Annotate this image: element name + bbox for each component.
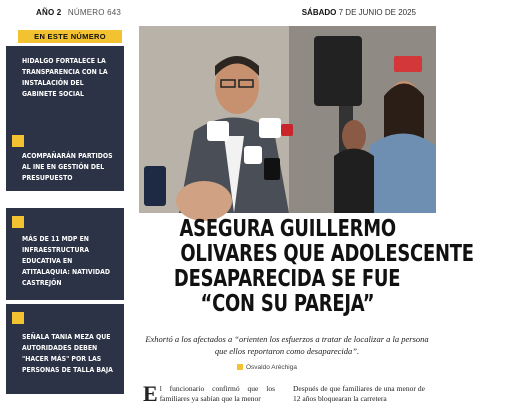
sidebar-item-3[interactable] (6, 208, 124, 300)
sidebar-item-headline[interactable]: ACOMPAÑARÁN PARTIDOS AL INE EN GESTIÓN DEL PRESUPUESTO (22, 152, 113, 182)
sidebar-item-headline[interactable]: MÁS DE 11 MDP EN INFRAESTRUCTURA EDUCATIVA EN ATITALAQUIA: NATIVIDAD CASTREJÓN (22, 235, 110, 287)
year-label: AÑO 2 (36, 8, 62, 17)
article-dek: Exhortó a los afectados a “orienten los esfuerzos a tratar de localizar a la persona que ellos reportaron como desaparecida”. (145, 334, 429, 356)
headline-line: OLIVARES QUE ADOLESCENTE (180, 241, 474, 267)
sidebar (0, 26, 130, 404)
drop-cap: E (143, 381, 158, 406)
sidebar-item-headline[interactable]: HIDALGO FORTALECE LA TRANSPARENCIA CON LA INSTALACIÓN DEL GABINETE SOCIAL (22, 57, 108, 98)
headline-line: ASEGURA GUILLERMO (179, 216, 396, 242)
sidebar-item-1[interactable] (6, 46, 124, 124)
masthead (0, 0, 436, 26)
headline-line: “CON SU PAREJA” (200, 291, 375, 317)
issue-date (302, 8, 416, 17)
lead-photo (139, 26, 436, 213)
sidebar-label: EN ESTE NÚMERO (18, 30, 122, 43)
sidebar-item-4[interactable] (6, 304, 124, 394)
author-name: Osvaldo Aréchiga (246, 364, 297, 371)
byline-marker (237, 364, 243, 370)
press-scrum-illustration (139, 26, 436, 213)
article-column-1 (143, 381, 275, 406)
article-column-2 (293, 384, 425, 404)
byline (237, 364, 297, 371)
accent-marker (12, 216, 24, 228)
sidebar-item-2[interactable] (6, 121, 124, 191)
accent-marker (12, 135, 24, 147)
sidebar-item-headline[interactable]: SEÑALA TANIA MEZA QUE AUTORIDADES DEBEN "HACER MÁS" POR LAS PERSONAS DE TALLA BAJA (22, 333, 113, 374)
accent-marker (12, 312, 24, 324)
main-headline (139, 216, 474, 317)
column-text: l funcionario confirmó que los familiares ya sabían que la menor (159, 384, 275, 403)
headline-line: DESAPARECIDA SE FUE (174, 266, 401, 292)
issue-info (36, 8, 121, 17)
issue-number: NÚMERO 643 (67, 8, 122, 17)
column-text: Después de que familiares de una menor de 12 años bloquearan la carretera (293, 384, 425, 403)
date-label: 7 DE JUNIO DE 2025 (338, 8, 416, 17)
day-label: SÁBADO (301, 8, 337, 17)
